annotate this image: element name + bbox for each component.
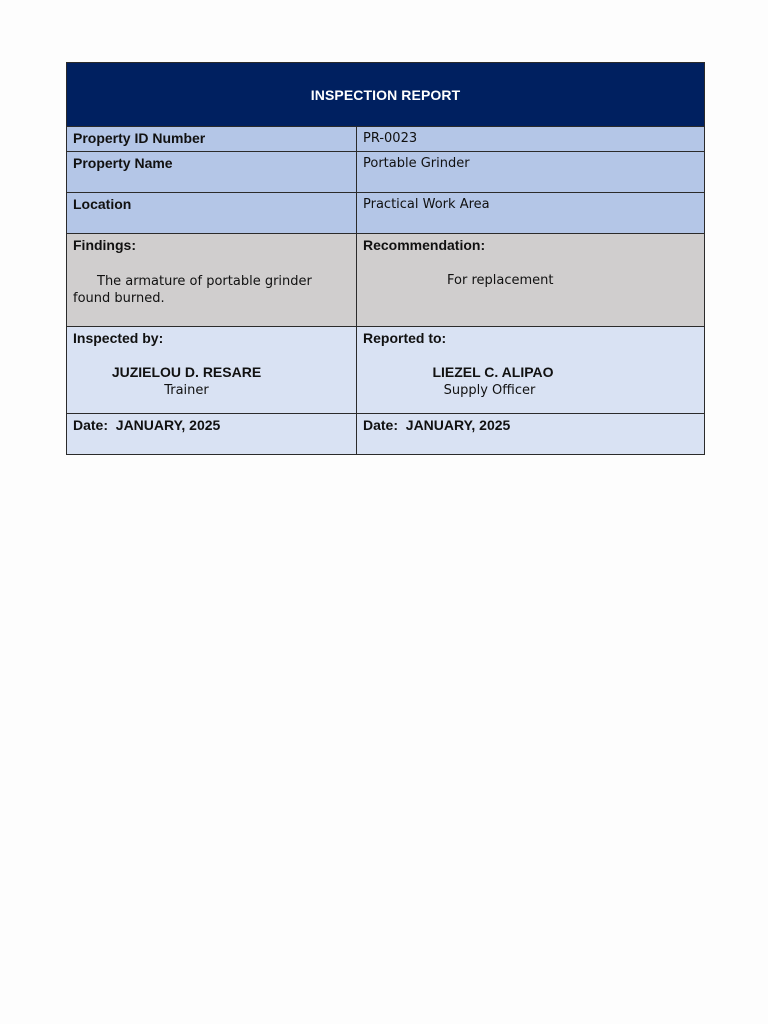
recipient-role: Supply Officer [443, 383, 536, 398]
property-name-value: Portable Grinder [363, 156, 470, 171]
property-id-value-cell [357, 127, 705, 152]
location-label: Location [73, 196, 132, 212]
inspector-name: JUZIELOU D. RESARE [111, 364, 262, 380]
property-name-label-cell [67, 152, 357, 193]
location-value: Practical Work Area [363, 197, 490, 212]
date-left-cell [67, 414, 357, 455]
property-name-label: Property Name [73, 155, 173, 171]
reported-to-cell [357, 327, 705, 414]
property-id-label: Property ID Number [73, 130, 206, 146]
recommendation-cell [357, 234, 705, 327]
recommendation-label: Recommendation: [363, 237, 486, 253]
property-id-label-cell [67, 127, 357, 152]
reported-to-label: Reported to: [363, 330, 447, 346]
findings-cell [67, 234, 357, 327]
location-label-cell [67, 193, 357, 234]
date-left: Date: JANUARY, 2025 [73, 417, 221, 433]
location-value-cell [357, 193, 705, 234]
inspected-by-label: Inspected by: [73, 330, 164, 346]
findings-label: Findings: [73, 237, 136, 253]
date-right-cell [357, 414, 705, 455]
recipient-name: LIEZEL C. ALIPAO [432, 364, 554, 380]
findings-text: The armature of portable grinder found burned. [73, 274, 312, 306]
report-title: INSPECTION REPORT [67, 63, 705, 127]
property-name-value-cell [357, 152, 705, 193]
inspection-report-table [66, 62, 705, 455]
property-id-value: PR-0023 [363, 131, 418, 146]
inspector-role: Trainer [164, 383, 209, 398]
recommendation-text: For replacement [447, 273, 554, 288]
date-right: Date: JANUARY, 2025 [363, 417, 511, 433]
